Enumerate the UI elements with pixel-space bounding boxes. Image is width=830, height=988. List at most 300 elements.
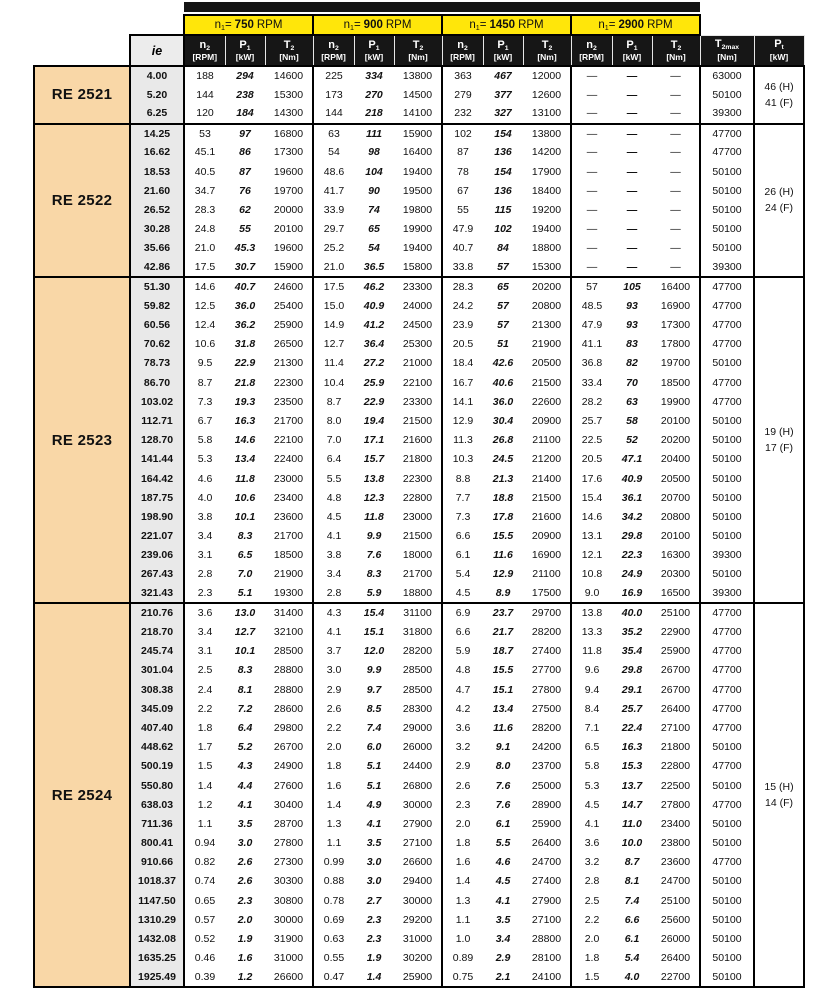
value-cell: 1.6 xyxy=(313,776,354,795)
value-cell: 19400 xyxy=(523,220,571,239)
value-cell: 25900 xyxy=(523,814,571,833)
value-cell: 22100 xyxy=(265,431,313,450)
ratio-column-header: ie xyxy=(130,35,184,66)
value-cell: 15.4 xyxy=(571,488,612,507)
table-row xyxy=(34,392,804,411)
value-cell: 22.9 xyxy=(225,354,265,373)
value-cell: 20.5 xyxy=(571,450,612,469)
value-cell: — xyxy=(612,220,652,239)
value-cell: 21700 xyxy=(394,565,442,584)
value-cell: 22300 xyxy=(265,373,313,392)
t2max-cell: 47700 xyxy=(700,296,754,315)
value-cell: 19900 xyxy=(652,392,700,411)
ratio-cell: 345.09 xyxy=(130,699,184,718)
column-header xyxy=(265,35,313,66)
table-row xyxy=(34,891,804,910)
value-cell: — xyxy=(571,162,612,181)
ratio-cell: 14.25 xyxy=(130,124,184,143)
column-unit: [kW] xyxy=(493,52,513,63)
ratio-cell: 30.28 xyxy=(130,220,184,239)
value-cell: 136 xyxy=(483,181,523,200)
ratio-cell: 448.62 xyxy=(130,738,184,757)
value-cell: 12.3 xyxy=(354,488,394,507)
value-cell: 3.8 xyxy=(313,546,354,565)
value-cell: 24.5 xyxy=(483,450,523,469)
value-cell: 1.9 xyxy=(354,949,394,968)
speed-group-header xyxy=(313,15,442,35)
value-cell: 120 xyxy=(184,104,225,123)
value-cell: 225 xyxy=(313,66,354,85)
table-row xyxy=(34,354,804,373)
value-cell: 1.8 xyxy=(184,718,225,737)
value-cell: 29700 xyxy=(523,603,571,622)
value-cell: 28100 xyxy=(523,949,571,968)
value-cell: 40.5 xyxy=(184,162,225,181)
value-cell: 0.82 xyxy=(184,853,225,872)
table-row xyxy=(34,296,804,315)
t2max-cell: 50100 xyxy=(700,891,754,910)
value-cell: 279 xyxy=(442,85,483,104)
value-cell: 40.7 xyxy=(225,277,265,296)
table-row xyxy=(34,642,804,661)
value-cell: 15.3 xyxy=(612,757,652,776)
value-cell: 9.7 xyxy=(354,680,394,699)
value-cell: 7.4 xyxy=(612,891,652,910)
value-cell: 21.8 xyxy=(225,373,265,392)
value-cell: 28200 xyxy=(523,622,571,641)
value-cell: — xyxy=(571,200,612,219)
value-cell: 23.7 xyxy=(483,603,523,622)
value-cell: 10.8 xyxy=(571,565,612,584)
value-cell: 22700 xyxy=(652,968,700,987)
column-symbol: P xyxy=(626,38,634,51)
value-cell: 5.3 xyxy=(184,450,225,469)
value-cell: 14200 xyxy=(523,143,571,162)
table-row xyxy=(34,680,804,699)
value-cell: 25000 xyxy=(523,776,571,795)
value-cell: 48.5 xyxy=(571,296,612,315)
model-cell: RE 2522 xyxy=(34,124,130,278)
value-cell: 20.5 xyxy=(442,335,483,354)
value-cell: 4.1 xyxy=(313,527,354,546)
value-cell: 12.0 xyxy=(354,642,394,661)
t2max-cell: 50100 xyxy=(700,776,754,795)
value-cell: 27400 xyxy=(523,872,571,891)
value-cell: 30300 xyxy=(265,872,313,891)
value-cell: 6.6 xyxy=(442,527,483,546)
column-symbol-sub: 2 xyxy=(206,44,211,52)
value-cell: 28600 xyxy=(265,699,313,718)
table-row xyxy=(34,411,804,430)
value-cell: 18500 xyxy=(265,546,313,565)
pt-line: 26 (H) xyxy=(764,186,794,199)
speed-group-header xyxy=(442,15,571,35)
ratio-cell: 308.38 xyxy=(130,680,184,699)
value-cell: 19700 xyxy=(652,354,700,373)
value-cell: 31900 xyxy=(265,929,313,948)
value-cell: 23700 xyxy=(523,757,571,776)
value-cell: 6.9 xyxy=(442,603,483,622)
value-cell: 16400 xyxy=(652,277,700,296)
value-cell: 5.1 xyxy=(354,757,394,776)
value-cell: 36.0 xyxy=(225,296,265,315)
ratio-cell: 141.44 xyxy=(130,450,184,469)
value-cell: 20500 xyxy=(652,469,700,488)
t2max-cell: 47700 xyxy=(700,277,754,296)
value-cell: 21400 xyxy=(523,469,571,488)
value-cell: 17.5 xyxy=(313,277,354,296)
value-cell: 1.4 xyxy=(442,872,483,891)
t2max-cell: 50100 xyxy=(700,834,754,853)
value-cell: 10.4 xyxy=(313,373,354,392)
value-cell: 7.6 xyxy=(354,546,394,565)
value-cell: 10.6 xyxy=(225,488,265,507)
value-cell: 25900 xyxy=(652,642,700,661)
value-cell: 11.4 xyxy=(313,354,354,373)
value-cell: 4.1 xyxy=(483,891,523,910)
value-cell: 58 xyxy=(612,411,652,430)
t2max-cell: 50100 xyxy=(700,220,754,239)
ratio-cell: 35.66 xyxy=(130,239,184,258)
value-cell: 14100 xyxy=(394,104,442,123)
value-cell: 47.9 xyxy=(571,315,612,334)
value-cell: 173 xyxy=(313,85,354,104)
value-cell: 29200 xyxy=(394,910,442,929)
value-cell: 19600 xyxy=(265,239,313,258)
value-cell: 28.2 xyxy=(571,392,612,411)
value-cell: 3.4 xyxy=(184,527,225,546)
value-cell: 33.8 xyxy=(442,258,483,277)
t2max-cell: 50100 xyxy=(700,872,754,891)
value-cell: 5.9 xyxy=(354,584,394,603)
value-cell: 270 xyxy=(354,85,394,104)
value-cell: 24400 xyxy=(394,757,442,776)
value-cell: — xyxy=(571,181,612,200)
value-cell: 20100 xyxy=(265,220,313,239)
value-cell: 47.1 xyxy=(612,450,652,469)
ratio-cell: 164.42 xyxy=(130,469,184,488)
ratio-cell: 267.43 xyxy=(130,565,184,584)
table-row xyxy=(34,488,804,507)
value-cell: 28900 xyxy=(523,795,571,814)
value-cell: 218 xyxy=(354,104,394,123)
value-cell: 30800 xyxy=(265,891,313,910)
value-cell: 2.9 xyxy=(442,757,483,776)
value-cell: 23300 xyxy=(394,392,442,411)
column-header xyxy=(394,35,442,66)
value-cell: 26700 xyxy=(652,680,700,699)
value-cell: 10.3 xyxy=(442,450,483,469)
table-row xyxy=(34,335,804,354)
value-cell: 1.8 xyxy=(442,834,483,853)
value-cell: — xyxy=(612,258,652,277)
value-cell: 14.6 xyxy=(571,507,612,526)
value-cell: 16.7 xyxy=(442,373,483,392)
table-row xyxy=(34,795,804,814)
value-cell: 36.2 xyxy=(225,315,265,334)
value-cell: 22800 xyxy=(652,757,700,776)
value-cell: — xyxy=(652,66,700,85)
t2max-cell: 47700 xyxy=(700,853,754,872)
value-cell: — xyxy=(652,220,700,239)
ratio-cell: 198.90 xyxy=(130,507,184,526)
table-row xyxy=(34,853,804,872)
speed-var: n xyxy=(598,18,605,31)
value-cell: 9.6 xyxy=(571,661,612,680)
value-cell: — xyxy=(571,85,612,104)
value-cell: 4.6 xyxy=(184,469,225,488)
value-cell: 22600 xyxy=(523,392,571,411)
value-cell: 23300 xyxy=(394,277,442,296)
t2max-cell: 47700 xyxy=(700,795,754,814)
value-cell: 1.3 xyxy=(442,891,483,910)
t2max-cell: 50100 xyxy=(700,507,754,526)
value-cell: 16500 xyxy=(652,584,700,603)
value-cell: 12.9 xyxy=(442,411,483,430)
column-symbol: n xyxy=(586,38,593,51)
value-cell: 3.6 xyxy=(184,603,225,622)
t2max-cell: 50100 xyxy=(700,181,754,200)
value-cell: 3.0 xyxy=(354,872,394,891)
value-cell: 8.7 xyxy=(184,373,225,392)
value-cell: 2.5 xyxy=(184,661,225,680)
value-cell: 27100 xyxy=(523,910,571,929)
pt-line: 24 (F) xyxy=(764,202,793,215)
value-cell: — xyxy=(612,85,652,104)
value-cell: 2.5 xyxy=(571,891,612,910)
pt-cell xyxy=(754,124,804,278)
ratio-cell: 1432.08 xyxy=(130,929,184,948)
value-cell: 7.3 xyxy=(184,392,225,411)
t2max-cell: 50100 xyxy=(700,162,754,181)
value-cell: 12000 xyxy=(523,66,571,85)
value-cell: 27100 xyxy=(652,718,700,737)
value-cell: 13.8 xyxy=(354,469,394,488)
value-cell: 23000 xyxy=(394,507,442,526)
t2max-cell: 50100 xyxy=(700,929,754,948)
value-cell: 20400 xyxy=(652,450,700,469)
value-cell: 14.1 xyxy=(442,392,483,411)
t2max-cell: 47700 xyxy=(700,680,754,699)
value-cell: 5.4 xyxy=(612,949,652,968)
speed-equals: = xyxy=(224,18,232,31)
value-cell: 5.2 xyxy=(225,738,265,757)
value-cell: 24900 xyxy=(265,757,313,776)
ratio-cell: 51.30 xyxy=(130,277,184,296)
value-cell: 5.8 xyxy=(184,431,225,450)
value-cell: 23400 xyxy=(652,814,700,833)
value-cell: 3.8 xyxy=(184,507,225,526)
top-bar-row xyxy=(34,2,804,12)
value-cell: 23500 xyxy=(265,392,313,411)
pt-line: 14 (F) xyxy=(764,797,793,810)
value-cell: 86 xyxy=(225,143,265,162)
value-cell: 7.4 xyxy=(354,718,394,737)
value-cell: 24700 xyxy=(652,872,700,891)
value-cell: 17900 xyxy=(523,162,571,181)
table-row xyxy=(34,603,804,622)
speed-value: 2900 xyxy=(618,18,645,31)
column-unit: [Nm] xyxy=(537,52,557,63)
column-unit: [kW] xyxy=(364,52,384,63)
t2max-cell: 39300 xyxy=(700,258,754,277)
value-cell: 1.4 xyxy=(354,968,394,987)
value-cell: 28300 xyxy=(394,699,442,718)
value-cell: — xyxy=(652,104,700,123)
value-cell: 29000 xyxy=(394,718,442,737)
column-header xyxy=(612,35,652,66)
value-cell: 154 xyxy=(483,124,523,143)
value-cell: 3.4 xyxy=(184,622,225,641)
value-cell: 4.5 xyxy=(571,795,612,814)
table-row xyxy=(34,757,804,776)
value-cell: 36.4 xyxy=(354,335,394,354)
value-cell: 0.52 xyxy=(184,929,225,948)
value-cell: 7.6 xyxy=(483,795,523,814)
model-cell: RE 2524 xyxy=(34,603,130,987)
value-cell: 70 xyxy=(612,373,652,392)
t2max-cell: 50100 xyxy=(700,488,754,507)
t2max-cell: 39300 xyxy=(700,584,754,603)
value-cell: 22.9 xyxy=(354,392,394,411)
value-cell: 19400 xyxy=(394,239,442,258)
value-cell: 4.3 xyxy=(225,757,265,776)
value-cell: 35.4 xyxy=(612,642,652,661)
value-cell: 136 xyxy=(483,143,523,162)
table-row xyxy=(34,258,804,277)
value-cell: 28500 xyxy=(394,661,442,680)
t2max-cell: 47700 xyxy=(700,143,754,162)
model-cell: RE 2523 xyxy=(34,277,130,603)
value-cell: 15.0 xyxy=(313,296,354,315)
value-cell: 15800 xyxy=(394,258,442,277)
value-cell: 26800 xyxy=(394,776,442,795)
t2max-cell: 47700 xyxy=(700,642,754,661)
value-cell: 23400 xyxy=(265,488,313,507)
value-cell: 22500 xyxy=(652,776,700,795)
value-cell: 0.78 xyxy=(313,891,354,910)
pt-line: 46 (H) xyxy=(764,80,794,93)
value-cell: 105 xyxy=(612,277,652,296)
table-row xyxy=(34,584,804,603)
column-symbol: P xyxy=(239,38,247,51)
value-cell: 4.3 xyxy=(313,603,354,622)
speed-unit: RPM xyxy=(518,18,544,31)
t2max-cell: 50100 xyxy=(700,910,754,929)
value-cell: 3.7 xyxy=(313,642,354,661)
value-cell: 467 xyxy=(483,66,523,85)
value-cell: 184 xyxy=(225,104,265,123)
column-unit: [Nm] xyxy=(279,52,299,63)
value-cell: 3.1 xyxy=(184,546,225,565)
value-cell: 36.8 xyxy=(571,354,612,373)
t2max-cell: 47700 xyxy=(700,699,754,718)
value-cell: 34.7 xyxy=(184,181,225,200)
value-cell: 7.0 xyxy=(313,431,354,450)
ratio-cell: 16.62 xyxy=(130,143,184,162)
value-cell: 97 xyxy=(225,124,265,143)
table-row xyxy=(34,949,804,968)
speed-var: n xyxy=(343,18,350,31)
value-cell: 25600 xyxy=(652,910,700,929)
value-cell: 6.1 xyxy=(442,546,483,565)
value-cell: 18.7 xyxy=(483,642,523,661)
value-cell: 19700 xyxy=(265,181,313,200)
value-cell: 31400 xyxy=(265,603,313,622)
value-cell: 7.3 xyxy=(442,507,483,526)
value-cell: 21100 xyxy=(523,565,571,584)
value-cell: — xyxy=(612,66,652,85)
table-row xyxy=(34,661,804,680)
value-cell: 17.1 xyxy=(354,431,394,450)
ratio-cell: 128.70 xyxy=(130,431,184,450)
value-cell: 104 xyxy=(354,162,394,181)
value-cell: 0.74 xyxy=(184,872,225,891)
value-cell: 26.8 xyxy=(483,431,523,450)
ratio-cell: 1310.29 xyxy=(130,910,184,929)
value-cell: 19800 xyxy=(394,200,442,219)
value-cell: 3.0 xyxy=(225,834,265,853)
value-cell: — xyxy=(612,124,652,143)
value-cell: 82 xyxy=(612,354,652,373)
value-cell: 8.3 xyxy=(354,565,394,584)
value-cell: 1.1 xyxy=(442,910,483,929)
value-cell: 24.2 xyxy=(442,296,483,315)
t2max-cell: 47700 xyxy=(700,315,754,334)
value-cell: 8.3 xyxy=(225,527,265,546)
value-cell: 15900 xyxy=(394,124,442,143)
value-cell: 13.1 xyxy=(571,527,612,546)
speed-unit: RPM xyxy=(385,18,412,31)
value-cell: 27800 xyxy=(652,795,700,814)
spacer-cell xyxy=(34,15,184,35)
value-cell: 51 xyxy=(483,335,523,354)
ratio-cell: 800.41 xyxy=(130,834,184,853)
value-cell: 24700 xyxy=(523,853,571,872)
value-cell: — xyxy=(612,181,652,200)
value-cell: 54 xyxy=(354,239,394,258)
value-cell: — xyxy=(652,162,700,181)
value-cell: 33.9 xyxy=(313,200,354,219)
value-cell: 21900 xyxy=(265,565,313,584)
value-cell: 40.7 xyxy=(442,239,483,258)
value-cell: 29.7 xyxy=(313,220,354,239)
value-cell: 20100 xyxy=(652,411,700,430)
value-cell: 65 xyxy=(354,220,394,239)
value-cell: 17500 xyxy=(523,584,571,603)
value-cell: 13.4 xyxy=(483,699,523,718)
pt-cell xyxy=(754,603,804,987)
value-cell: 13.8 xyxy=(571,603,612,622)
value-cell: 29.1 xyxy=(612,680,652,699)
value-cell: 1.8 xyxy=(571,949,612,968)
value-cell: 20000 xyxy=(265,200,313,219)
value-cell: 2.0 xyxy=(225,910,265,929)
value-cell: 28.3 xyxy=(184,200,225,219)
value-cell: 35.2 xyxy=(612,622,652,641)
value-cell: 2.2 xyxy=(571,910,612,929)
t2max-cell: 50100 xyxy=(700,354,754,373)
column-symbol-sub: 1 xyxy=(504,44,509,52)
column-header-pt xyxy=(754,35,804,66)
value-cell: 10.1 xyxy=(225,642,265,661)
value-cell: 0.47 xyxy=(313,968,354,987)
value-cell: 3.1 xyxy=(184,642,225,661)
value-cell: 8.4 xyxy=(571,699,612,718)
value-cell: 1.0 xyxy=(442,929,483,948)
ratio-cell: 26.52 xyxy=(130,200,184,219)
column-symbol-sub: 1 xyxy=(633,44,638,52)
